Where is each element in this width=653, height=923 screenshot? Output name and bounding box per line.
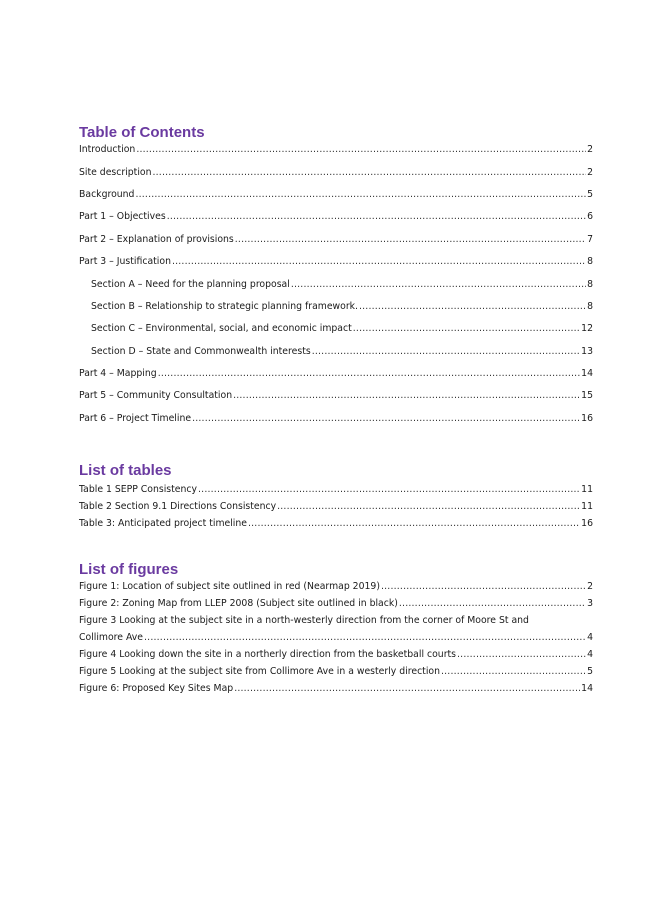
toc-entry[interactable] [79, 233, 593, 246]
dot-leader [291, 278, 586, 291]
toc-subentry[interactable] [91, 278, 593, 291]
table-entry-page: 11 [581, 484, 593, 495]
dot-leader [158, 367, 580, 380]
toc-entry[interactable] [79, 412, 593, 425]
toc-entry-label: Site description [79, 167, 152, 178]
figure-entry-label: Collimore Ave [79, 632, 144, 643]
figure-entry-page: 3 [587, 598, 593, 609]
table-entry-label: Table 3: Anticipated project timeline [79, 518, 247, 529]
toc-entry-page: 8 [587, 256, 593, 267]
figure-list-entry[interactable] [79, 580, 593, 593]
toc-entry-label: Introduction [79, 144, 136, 155]
toc-entry-label: Part 3 – Justification [79, 256, 171, 267]
toc-entry-page: 14 [581, 368, 593, 379]
toc-entry-page: 2 [587, 144, 593, 155]
toc-entry-label: Section A – Need for the planning proposal [91, 279, 290, 290]
toc-entry[interactable] [79, 389, 593, 402]
dot-leader [277, 500, 580, 513]
toc-entry-label: Section C – Environmental, social, and economic impact [91, 323, 352, 334]
dot-leader [381, 580, 586, 593]
dot-leader [235, 233, 586, 246]
dot-leader [167, 210, 586, 223]
table-entry-page: 16 [581, 518, 593, 529]
toc-entry[interactable] [79, 255, 593, 268]
toc-subentry[interactable] [91, 322, 593, 335]
toc-entry-page: 8 [587, 301, 593, 312]
dot-leader [136, 143, 586, 156]
dot-leader [353, 322, 580, 335]
toc-entry-label: Part 4 – Mapping [79, 368, 157, 379]
toc-entry-label: Part 2 – Explanation of provisions [79, 234, 234, 245]
dot-leader [312, 345, 580, 358]
toc-entry-label: Part 5 – Community Consultation [79, 390, 233, 401]
table-entry-label: Table 2 Section 9.1 Directions Consistency [79, 501, 277, 512]
dot-leader [198, 483, 580, 496]
figures-heading: List of figures [79, 561, 179, 578]
toc-entry-page: 5 [587, 189, 593, 200]
toc-entry[interactable] [79, 210, 593, 223]
dot-leader [233, 389, 580, 402]
toc-entry-label: Section D – State and Commonwealth interests [91, 346, 311, 357]
table-list-entry[interactable] [79, 517, 593, 530]
figure-entry-label: Figure 2: Zoning Map from LLEP 2008 (Subject site outlined in black) [79, 598, 398, 609]
table-entry-page: 11 [581, 501, 593, 512]
toc-entry-page: 2 [587, 167, 593, 178]
tables-heading: List of tables [79, 462, 172, 479]
toc-entry[interactable] [79, 188, 593, 201]
dot-leader [153, 166, 587, 179]
figure-entry-page: 4 [587, 649, 593, 660]
toc-subentry[interactable] [91, 345, 593, 358]
dot-leader [457, 648, 586, 661]
figure-entry-label: Figure 5 Looking at the subject site from Collimore Ave in a westerly direction [79, 666, 440, 677]
figure-entry-page: 4 [587, 632, 593, 643]
dot-leader [144, 631, 586, 644]
toc-entry-page: 7 [587, 234, 593, 245]
toc-entry-label: Part 1 – Objectives [79, 211, 166, 222]
figure-list-entry[interactable] [79, 631, 593, 644]
figure-entry-page: 5 [587, 666, 593, 677]
toc-entry[interactable] [79, 166, 593, 179]
toc-entry-label: Section B – Relationship to strategic planning framework. [91, 301, 358, 312]
figure-entry-page: 2 [587, 581, 593, 592]
figure-entry-page: 14 [581, 683, 593, 694]
toc-entry-page: 16 [581, 413, 593, 424]
toc-entry-page: 13 [581, 346, 593, 357]
dot-leader [248, 517, 580, 530]
toc-entry-page: 15 [581, 390, 593, 401]
figure-entry-label: Figure 6: Proposed Key Sites Map [79, 683, 234, 694]
table-list-entry[interactable] [79, 483, 593, 496]
toc-entry[interactable] [79, 143, 593, 156]
figure-entry-label: Figure 4 Looking down the site in a northerly direction from the basketball courts [79, 649, 457, 660]
dot-leader [359, 300, 586, 313]
table-list-entry[interactable] [79, 500, 593, 513]
toc-entry-label: Part 6 – Project Timeline [79, 413, 192, 424]
toc-entry-page: 12 [581, 323, 593, 334]
figure-list-entry[interactable] [79, 682, 593, 695]
figure-entry-label: Figure 1: Location of subject site outlined in red (Nearmap 2019) [79, 581, 380, 592]
figure-list-entry[interactable] [79, 648, 593, 661]
dot-leader [192, 412, 580, 425]
dot-leader [441, 665, 586, 678]
figure-list-entry[interactable] [79, 665, 593, 678]
table-entry-label: Table 1 SEPP Consistency [79, 484, 198, 495]
toc-entry-page: 8 [587, 279, 593, 290]
toc-entry[interactable] [79, 367, 593, 380]
dot-leader [172, 255, 586, 268]
dot-leader [135, 188, 586, 201]
dot-leader [234, 682, 580, 695]
toc-entry-page: 6 [587, 211, 593, 222]
toc-heading: Table of Contents [79, 124, 205, 141]
dot-leader [399, 597, 586, 610]
toc-entry-label: Background [79, 189, 135, 200]
figure-entry-label-line1[interactable]: Figure 3 Looking at the subject site in a north-westerly direction from the corner of Moore St and [79, 615, 529, 626]
figure-list-entry[interactable] [79, 597, 593, 610]
toc-subentry[interactable] [91, 300, 593, 313]
